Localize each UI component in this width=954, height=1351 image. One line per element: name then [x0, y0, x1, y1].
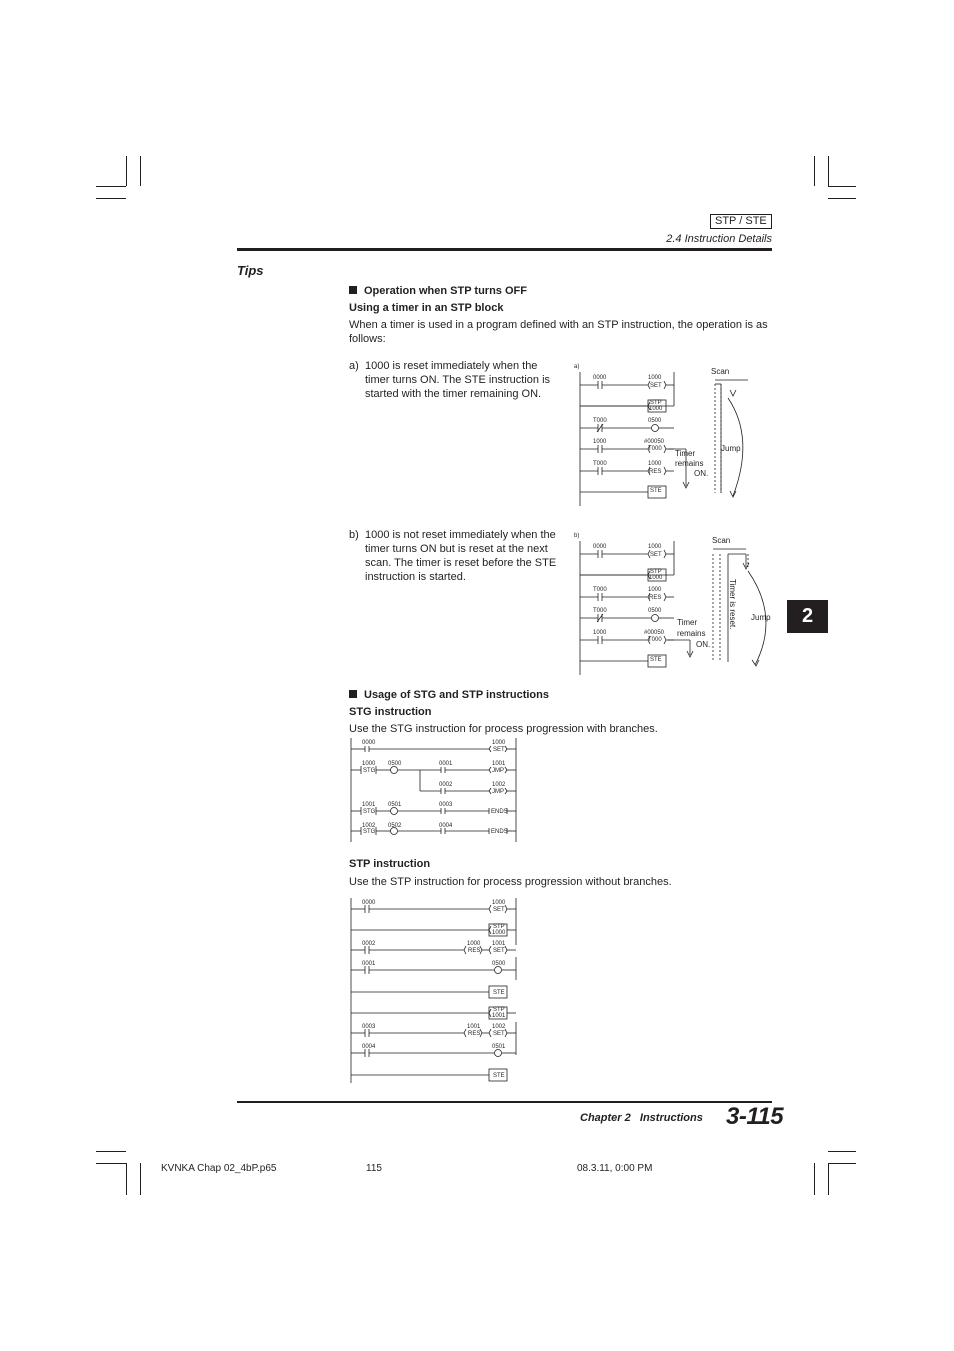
- item-a-line: started with the timer remaining ON.: [365, 388, 542, 400]
- item-b-text: [365, 528, 556, 584]
- stg-label: 1001: [362, 802, 376, 808]
- crop-mark: [96, 198, 126, 199]
- scan-label: Scan: [712, 536, 731, 545]
- crop-mark: [814, 1163, 815, 1195]
- contact-label: 0000: [593, 544, 607, 550]
- contact-label: 0004: [439, 823, 453, 829]
- output-label: 0500: [388, 761, 402, 767]
- item-b-marker: b): [349, 529, 359, 541]
- stg-box-label: STG: [363, 829, 376, 835]
- coil-box-label: RES: [468, 1031, 481, 1037]
- contact-label: 0002: [439, 782, 453, 788]
- footer-date: 08.3.11, 0:00 PM: [577, 1163, 653, 1174]
- coil-label: STP: [650, 400, 662, 406]
- crop-mark: [828, 186, 856, 187]
- timer-note: Timer: [675, 449, 696, 458]
- timer-note: ON.: [694, 469, 709, 478]
- section-heading-text: Operation when STP turns OFF: [364, 285, 527, 297]
- coil-box-label: 1001: [492, 1013, 506, 1019]
- contact-label: 0000: [362, 900, 376, 906]
- coil-label: 0501: [492, 1044, 506, 1050]
- crop-mark: [828, 198, 856, 199]
- coil-box-label: 1000: [649, 406, 663, 412]
- timer-note: ON.: [696, 640, 711, 649]
- coil-box-label: STE: [650, 488, 662, 494]
- ladder-diagram-a: [570, 358, 760, 508]
- coil-label: 1000: [648, 375, 662, 381]
- header-instruction-label: STP / STE: [710, 214, 772, 229]
- contact-label: 0001: [439, 761, 453, 767]
- coil-box-label: RES: [649, 469, 662, 475]
- item-b-line: instruction is started.: [365, 571, 466, 583]
- chapter-tab: 2: [787, 600, 828, 633]
- square-bullet-icon: [349, 690, 357, 698]
- header-section-title: 2.4 Instruction Details: [666, 233, 772, 245]
- contact-label: T000: [593, 587, 607, 593]
- subheading-timer: Using a timer in an STP block: [349, 302, 504, 314]
- coil-label: 0500: [648, 608, 662, 614]
- ladder-diagram-b: [570, 527, 785, 677]
- crop-mark: [140, 156, 141, 186]
- timer-note: Timer: [677, 618, 698, 627]
- coil-box-label: ENDS: [491, 829, 508, 835]
- output-label: 0501: [388, 802, 402, 808]
- coil-label: 1000: [648, 544, 662, 550]
- contact-label: 1000: [593, 630, 607, 636]
- coil-label: 0500: [648, 418, 662, 424]
- coil-box-label: SET: [493, 747, 505, 753]
- footer-num: 115: [366, 1163, 382, 1174]
- section-heading-text: Usage of STG and STP instructions: [364, 689, 549, 701]
- coil-box-label: SET: [650, 552, 662, 558]
- scan-label: Scan: [711, 367, 730, 376]
- diagram-a-label: a): [574, 364, 580, 370]
- contact-label: 0001: [362, 961, 376, 967]
- crop-mark: [828, 156, 829, 186]
- coil-box-label: STE: [650, 657, 662, 663]
- tips-label: Tips: [237, 263, 264, 278]
- timer-note: remains: [677, 629, 706, 638]
- subheading-stg: STG instruction: [349, 706, 432, 718]
- crop-mark: [126, 1163, 127, 1195]
- item-a-line: timer turns ON. The STE instruction is: [365, 374, 551, 386]
- crop-mark: [828, 1163, 829, 1195]
- stg-paragraph: Use the STG instruction for process progression with branches.: [349, 723, 658, 735]
- footer-filename: KVNKA Chap 02_4bP.p65: [161, 1163, 277, 1174]
- coil-label: STP: [650, 569, 662, 575]
- item-a-text: [365, 359, 550, 401]
- ladder-diagram-stp: [350, 895, 520, 1085]
- stg-label: 1002: [362, 823, 376, 829]
- jump-label: Jump: [751, 613, 771, 622]
- crop-mark: [828, 1163, 856, 1164]
- chapter-label: Chapter 2 Instructions: [580, 1112, 703, 1124]
- coil-label: 1000: [492, 740, 506, 746]
- timer-reset-note: Timer is reset.: [728, 579, 737, 630]
- intro-paragraph: When a timer is used in a program defined with an STP instruction, the operation is as follows:: [349, 319, 768, 345]
- stg-label: 1000: [362, 761, 376, 767]
- coil-box-label: JMP: [492, 768, 504, 774]
- coil-box-label: 1000: [492, 930, 506, 936]
- coil-box-label: T000: [648, 637, 662, 643]
- header-rule: [237, 248, 772, 251]
- contact-label: T000: [593, 608, 607, 614]
- jump-label: Jump: [721, 444, 741, 453]
- coil-box-label: SET: [493, 1031, 505, 1037]
- crop-mark: [828, 1151, 856, 1152]
- page-number: 3-115: [726, 1103, 784, 1130]
- coil-box-label: JMP: [492, 789, 504, 795]
- item-b-line: timer turns ON but is reset at the next: [365, 543, 548, 555]
- contact-label: 0000: [362, 740, 376, 746]
- contact-label: 0004: [362, 1044, 376, 1050]
- item-a-line: 1000 is reset immediately when the: [365, 360, 538, 372]
- item-a-marker: a): [349, 360, 359, 372]
- crop-mark: [96, 1151, 126, 1152]
- crop-mark: [126, 156, 127, 186]
- crop-mark: [96, 186, 126, 187]
- coil-label: 1001: [467, 1024, 481, 1030]
- contact-label: 0003: [362, 1024, 376, 1030]
- coil-label: #00050: [644, 439, 665, 445]
- crop-mark: [96, 1163, 126, 1164]
- coil-label: 1001: [492, 941, 506, 947]
- coil-label: STP: [493, 924, 505, 930]
- output-label: 0502: [388, 823, 402, 829]
- crop-mark: [814, 156, 815, 186]
- coil-box-label: SET: [493, 907, 505, 913]
- coil-label: 1002: [492, 782, 506, 788]
- coil-box-label: RES: [468, 948, 481, 954]
- coil-box-label: STE: [493, 990, 505, 996]
- subheading-stp: STP instruction: [349, 858, 431, 870]
- coil-label: 1000: [492, 900, 506, 906]
- coil-label: 1000: [648, 587, 662, 593]
- timer-note: remains: [675, 459, 704, 468]
- stg-box-label: STG: [363, 768, 376, 774]
- stg-box-label: STG: [363, 809, 376, 815]
- coil-box-label: SET: [650, 383, 662, 389]
- coil-box-label: RES: [649, 595, 662, 601]
- coil-label: STP: [493, 1007, 505, 1013]
- coil-label: 1001: [492, 761, 506, 767]
- item-b-line: scan. The timer is reset before the STE: [365, 557, 557, 569]
- coil-box-label: 1000: [649, 575, 663, 581]
- coil-label: 0500: [492, 961, 506, 967]
- coil-box-label: ENDS: [491, 809, 508, 815]
- contact-label: T000: [593, 418, 607, 424]
- coil-label: 1002: [492, 1024, 506, 1030]
- contact-label: 1000: [593, 439, 607, 445]
- coil-label: #00050: [644, 630, 665, 636]
- coil-label: 1000: [648, 461, 662, 467]
- item-b-line: 1000 is not reset immediately when the: [365, 529, 556, 541]
- coil-box-label: STE: [493, 1073, 505, 1079]
- section-heading-stp-off: [349, 285, 527, 297]
- section-heading-usage: [349, 689, 549, 701]
- coil-box-label: T000: [648, 446, 662, 452]
- stp-paragraph: Use the STP instruction for process progression without branches.: [349, 876, 672, 888]
- coil-label: 1000: [467, 941, 481, 947]
- contact-label: 0002: [362, 941, 376, 947]
- square-bullet-icon: [349, 286, 357, 294]
- contact-label: 0000: [593, 375, 607, 381]
- ladder-diagram-stg: [350, 736, 520, 844]
- contact-label: 0003: [439, 802, 453, 808]
- footer-rule: [237, 1101, 772, 1103]
- crop-mark: [140, 1163, 141, 1195]
- contact-label: T000: [593, 461, 607, 467]
- diagram-b-label: b): [574, 533, 580, 539]
- coil-box-label: SET: [493, 948, 505, 954]
